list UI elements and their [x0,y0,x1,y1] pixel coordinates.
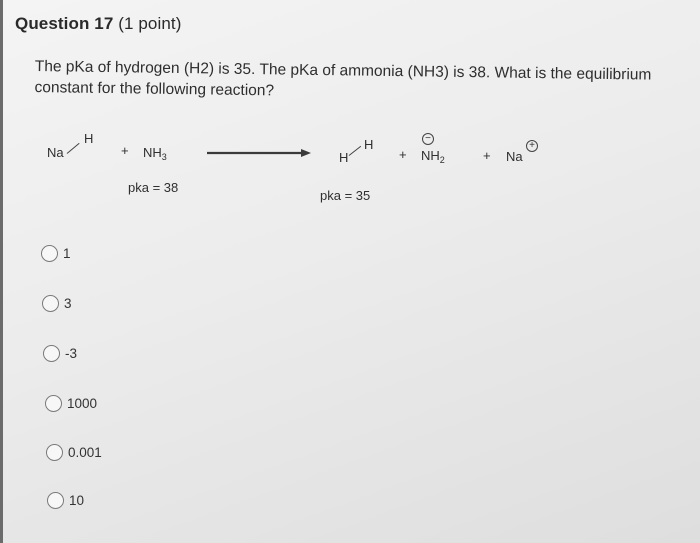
question-number: Question 17 [15,14,114,33]
reaction-scheme [3,0,700,543]
reactant2-nh3: $NH_3$ [143,145,167,162]
plus-sign-2: + [399,147,407,162]
answer-option-label: 1000 [67,395,98,411]
positive-charge-icon: + [526,140,538,152]
answer-option-5[interactable] [46,442,102,462]
question-points: (1 point) [118,14,182,33]
reaction-arrow [207,147,311,159]
product1-h-left: H [339,150,349,165]
answer-option-1[interactable] [41,243,71,263]
answer-option-4[interactable] [45,393,97,413]
answer-option-6[interactable] [47,490,84,510]
product3-na: Na [506,149,523,164]
product1-h-right: H [364,137,374,152]
radio-button[interactable] [46,444,63,461]
question-text: The pKa of hydrogen (H2) is 35. The pKa of ammonia (NH3) is 38. What is the equilibrium constant for the following reaction? [34,57,652,100]
product1-pka: pka = 35 [320,188,371,203]
answer-option-label: 3 [64,295,72,311]
radio-button[interactable] [42,295,59,312]
plus-sign-1: + [121,143,129,158]
negative-charge-icon: − [422,133,434,145]
answer-option-label: -3 [65,345,78,361]
radio-button[interactable] [41,245,58,262]
reactant1-bond [67,143,80,154]
answer-option-2[interactable] [42,293,72,313]
product2-nh2: $NH_2$ [421,148,445,165]
answer-option-label: 10 [69,492,85,508]
reactant1-na: Na [47,145,64,160]
radio-button[interactable] [45,395,62,412]
radio-button[interactable] [47,492,64,509]
answer-option-3[interactable] [43,343,77,363]
answer-option-label: 0.001 [68,444,102,460]
radio-button[interactable] [43,345,60,362]
plus-sign-3: + [483,148,491,163]
reactant1-h: H [84,131,94,146]
reactant2-pka: pka = 38 [128,180,179,195]
product1-bond [349,146,361,156]
answer-option-label: 1 [63,245,71,261]
